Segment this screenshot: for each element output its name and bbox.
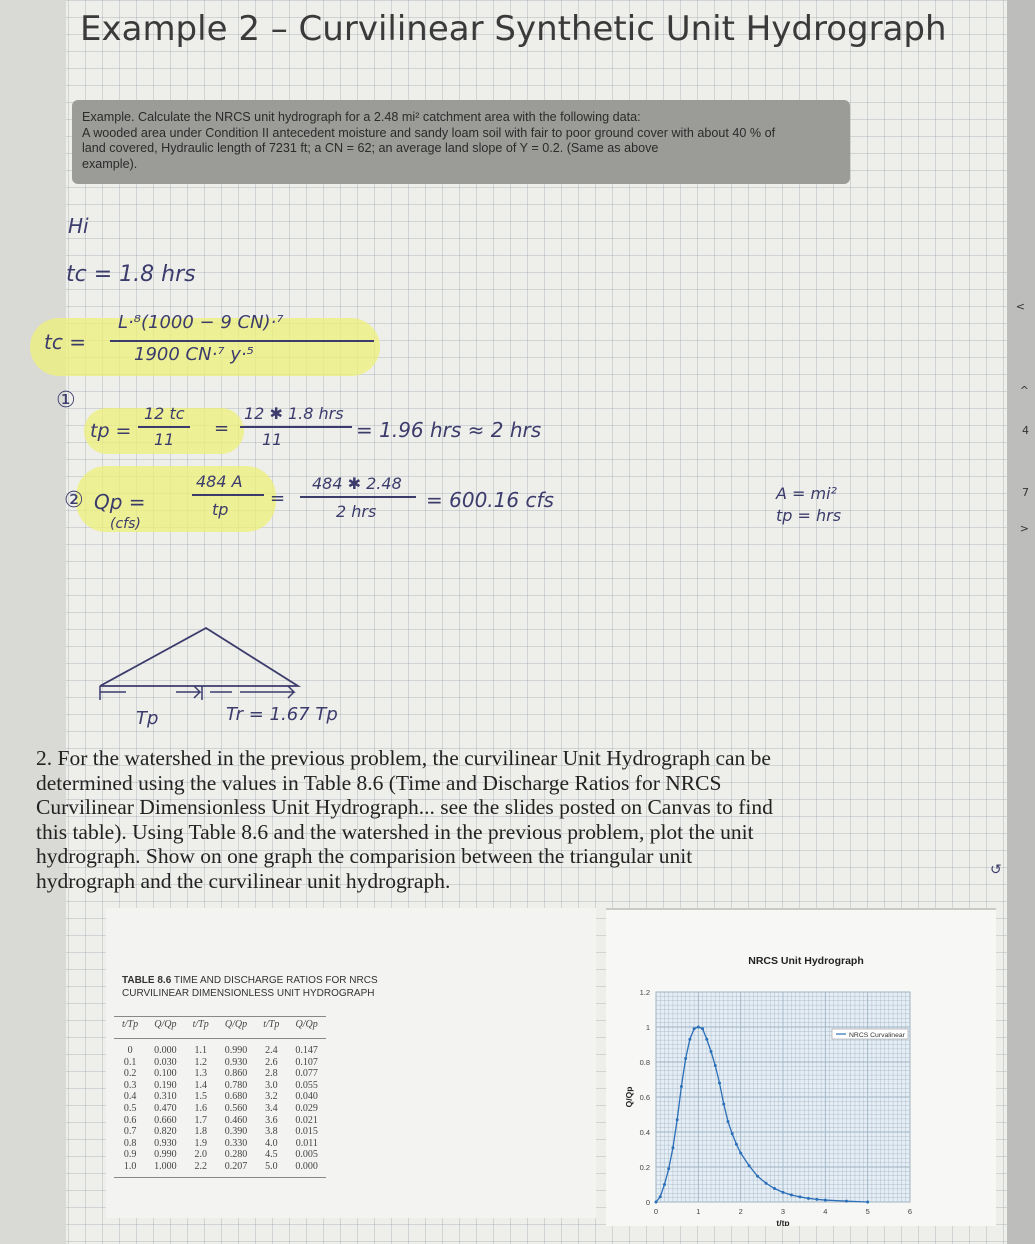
y-tick-label: 1 [645,1023,650,1032]
problem-line: this table). Using Table 8.6 and the watershed in the previous problem, plot the unit [36,819,754,844]
hydrograph-chart-panel [606,908,996,1226]
data-point [773,1187,776,1190]
tp-frac-num: 12 tᴄ [144,404,185,423]
next-page-icon[interactable]: > [1019,522,1029,535]
table-cell: 1.9 [194,1137,207,1149]
x-tick-label: 4 [823,1207,828,1216]
tp-calc-den: 11 [262,430,283,449]
table-cell: 1.000 [146,1161,185,1177]
table-cell: 0.100 [154,1068,177,1080]
table-cell: 0.021 [295,1114,318,1126]
table-cell: 0.1 [123,1056,137,1068]
table-row [114,1126,326,1138]
table-cell: 1.2 [194,1056,207,1068]
x-tick-label: 5 [865,1207,870,1216]
data-point [714,1064,717,1067]
table-cell: 0.000 [287,1161,326,1177]
right-margin [1007,0,1035,1244]
table-cell: 0.3 [123,1079,137,1091]
table-cell: 0.330 [224,1137,248,1149]
header-cell: t/Tp [255,1017,287,1039]
tp-frac-den: 11 [154,430,175,449]
table-cell: 3.8 [265,1126,278,1138]
table-8-6-panel [106,908,596,1218]
table-cell: 0.860 [224,1068,248,1080]
header-cell: Q/Qp [217,1017,256,1039]
table-cell: 4.0 [265,1137,278,1149]
qp-calc-den: 2 hrs [336,502,377,521]
header-cell: t/Tp [185,1017,217,1039]
tp-label: tp = [90,420,132,442]
qp-frac-num: 484 A [196,472,243,491]
table-header-row [114,1017,326,1039]
example-line: land covered, Hydraulic length of 7231 ft; a CN = 62; an average land slope of Y = 0.2. (Same as above [82,141,659,155]
table-row [114,1161,326,1177]
data-point [866,1201,869,1204]
table-cell: 0.460 [224,1114,248,1126]
fraction-bar [192,494,264,496]
table-row [114,1080,326,1092]
fraction-bar [110,340,374,342]
table-cell: 3.6 [265,1114,278,1126]
scroll-up-icon[interactable]: ^ [1019,384,1029,397]
qp-frac-den: tp [212,500,229,519]
x-tick-label: 2 [738,1207,743,1216]
tr-annotation: Tr = 1.67 Tp [226,704,338,725]
x-tick-label: 3 [780,1207,786,1216]
y-tick-label: 1.2 [639,988,650,997]
table-cell: 0.990 [224,1045,248,1056]
table-row [114,1068,326,1080]
data-point [735,1143,738,1146]
header-cell: Q/Qp [146,1017,185,1039]
header-cell: Q/Qp [287,1017,326,1039]
problem-line: 2. For the watershed in the previous problem, the curvilinear Unit Hydrograph can be [36,746,771,770]
table-cell: 0.930 [224,1056,248,1068]
table-cell: 0.560 [224,1102,248,1114]
greeting: Hi [68,214,89,238]
data-point [676,1118,679,1121]
table-cell: 0.8 [123,1137,137,1149]
data-point [726,1120,729,1123]
data-point [705,1038,708,1041]
tp-equals: = [214,418,230,439]
table-cell: 1.7 [194,1114,207,1126]
table-cell: 0.660 [154,1114,177,1126]
table-cell: 0.280 [224,1149,248,1161]
problem-line: hydrograph. Show on one graph the comparision between the triangular unit [36,844,693,869]
cursor-icon: ↺ [990,862,1002,878]
chart-title: NRCS Unit Hydrograph [748,955,864,967]
table-cell: 0.011 [295,1137,318,1149]
data-point [765,1182,768,1185]
table-cell: 0.390 [224,1126,248,1138]
table-cell: 0.030 [154,1056,177,1068]
table-cell: 0.207 [217,1161,256,1177]
y-tick-label: 0.2 [639,1163,650,1172]
page-number-b: 7 [1022,486,1029,499]
table-cell: 0.147 [295,1045,318,1056]
table-cell: 0.107 [295,1056,318,1068]
fraction-bar [240,426,352,428]
problem-line: hydrograph and the curvilinear unit hydrograph. [36,868,451,893]
step-1-marker: ① [56,388,76,413]
table-caption-rest: TIME AND DISCHARGE RATIOS FOR NRCS [173,975,378,986]
table-cell: 1.4 [194,1079,207,1091]
data-point [693,1027,696,1030]
fraction-bar [300,496,416,498]
data-point [845,1200,848,1203]
table-cell: 2.2 [185,1161,217,1177]
data-point [684,1057,687,1060]
qp-label: Qp = [94,490,146,514]
data-point [798,1195,801,1198]
tc-formula-num: L·⁸(1000 − 9 CN)·⁷ [118,312,284,333]
data-point [697,1026,700,1029]
table-cell: 4.5 [265,1149,278,1161]
data-point [722,1103,725,1106]
qp-equals: = [270,488,286,509]
ratio-table [114,1016,326,1178]
y-tick-label: 0.6 [639,1093,650,1102]
tc-value: tᴄ = 1.8 hrs [66,262,196,287]
problem-line: determined using the values in Table 8.6 (Time and Discharge Ratios for NRCS [36,770,722,795]
table-row [114,1149,326,1161]
table-cell: 0.310 [154,1091,177,1103]
data-point [680,1085,683,1088]
table-row [114,1039,326,1057]
data-point [663,1183,666,1186]
table-row [114,1103,326,1115]
table-cell: 0.015 [295,1126,318,1138]
table-cell: 0.780 [224,1079,248,1091]
table-caption [122,974,378,1000]
table-row [114,1057,326,1069]
table-cell: 0.4 [123,1091,137,1103]
qp-result: = 600.16 cfs [426,488,554,512]
data-point [756,1175,759,1178]
table-cell: 1.5 [194,1091,207,1103]
y-tick-label: 0.8 [639,1058,650,1067]
example-box [72,100,850,184]
legend-label: NRCS Curvalinear [849,1032,905,1039]
data-point [824,1199,827,1202]
table-cell: 0.005 [295,1149,318,1161]
tc-label: tᴄ = [44,330,86,354]
left-margin [0,0,66,1244]
table-cell: 0.029 [295,1102,318,1114]
table-cell: 0.470 [154,1102,177,1114]
table-cell: 0 [127,1045,133,1056]
tp-result: = 1.96 hrs ≈ 2 hrs [356,418,542,442]
table-cell: 1.3 [194,1068,207,1080]
qp-calc-num: 484 ✱ 2.48 [312,474,402,493]
table-cell: 0.990 [154,1149,177,1161]
table-cell: 2.8 [265,1068,278,1080]
x-tick-label: 1 [696,1207,701,1216]
data-point [815,1198,818,1201]
example-line: A wooded area under Condition II antecedent moisture and sandy loam soil with fair to poor ground cover with about 40 % of [82,125,776,140]
table-row [114,1115,326,1127]
data-point [718,1082,721,1085]
data-point [710,1050,713,1053]
table-cell: 1.1 [194,1045,207,1056]
problem-statement [36,746,971,894]
data-point [731,1132,734,1135]
table-cell: 0.9 [123,1149,137,1161]
tp-calc-num: 12 ✱ 1.8 hrs [244,404,344,423]
table-cell: 1.0 [114,1161,146,1177]
table-cell: 0.190 [154,1079,177,1091]
data-point [748,1164,751,1167]
y-tick-label: 0 [645,1198,650,1207]
table-cell: 1.8 [194,1126,207,1138]
table-cell: 0.6 [123,1114,137,1126]
example-line: example). [82,156,138,171]
table-cell: 3.2 [265,1091,278,1103]
data-point [782,1191,785,1194]
table-caption-bold: TABLE 8.6 [122,975,172,986]
data-point [739,1152,742,1155]
table-cell: 2.0 [194,1149,207,1161]
triangle-sketch [90,620,420,710]
data-point [688,1038,691,1041]
x-tick-label: 6 [907,1207,913,1216]
page-title: Example 2 – Curvilinear Synthetic Unit Hydrograph [80,9,947,49]
fraction-bar [138,426,190,428]
problem-line: Curvilinear Dimensionless Unit Hydrograph... see the slides posted on Canvas to find [36,795,773,820]
data-point [807,1197,810,1200]
table-cell: 0.7 [123,1126,137,1138]
data-point [701,1027,704,1030]
table-cell: 0.930 [154,1137,177,1149]
table-cell: 0.5 [123,1102,137,1114]
table-cell: 2.6 [265,1056,278,1068]
data-point [667,1167,670,1170]
tc-formula-den: 1900 CN·⁷ y·⁵ [134,344,254,365]
unit-note-time: tp = hrs [776,506,842,525]
table-cell: 3.0 [265,1079,278,1091]
table-cell: 0.040 [295,1091,318,1103]
qp-unit: (cfs) [110,516,141,532]
y-tick-label: 0.4 [639,1128,650,1137]
hydrograph-chart [606,910,996,1226]
tp-annotation: Tp [136,708,159,729]
x-tick-label: 0 [653,1207,659,1216]
table-cell: 0.055 [295,1079,318,1091]
table-cell: 0.820 [154,1126,177,1138]
step-2-marker: ② [64,488,84,513]
table-cell: 0.000 [154,1045,177,1056]
table-cell: 3.4 [265,1102,278,1114]
table-caption-line2: CURVILINEAR DIMENSIONLESS UNIT HYDROGRAPH [122,988,375,999]
data-point [790,1194,793,1197]
x-axis-label: t/tp [776,1218,790,1226]
table-cell: 0.680 [224,1091,248,1103]
table-cell: 0.2 [123,1068,137,1080]
table-cell: 0.077 [295,1068,318,1080]
table-cell: 1.6 [194,1102,207,1114]
example-line: Example. Calculate the NRCS unit hydrograph for a 2.48 mi² catchment area with the following data: [82,110,641,124]
data-point [671,1146,674,1149]
unit-note-area: A = mi² [776,484,837,503]
table-row [114,1138,326,1150]
table-cell: 2.4 [265,1045,278,1056]
table-row [114,1091,326,1103]
data-point [659,1195,662,1198]
prev-page-icon[interactable]: < [1015,300,1025,313]
data-point [655,1201,658,1204]
page-number-a: 4 [1022,424,1029,437]
y-axis-label: Q/Qp [624,1086,634,1108]
table-cell: 5.0 [255,1161,287,1177]
header-cell: t/Tp [114,1017,146,1039]
